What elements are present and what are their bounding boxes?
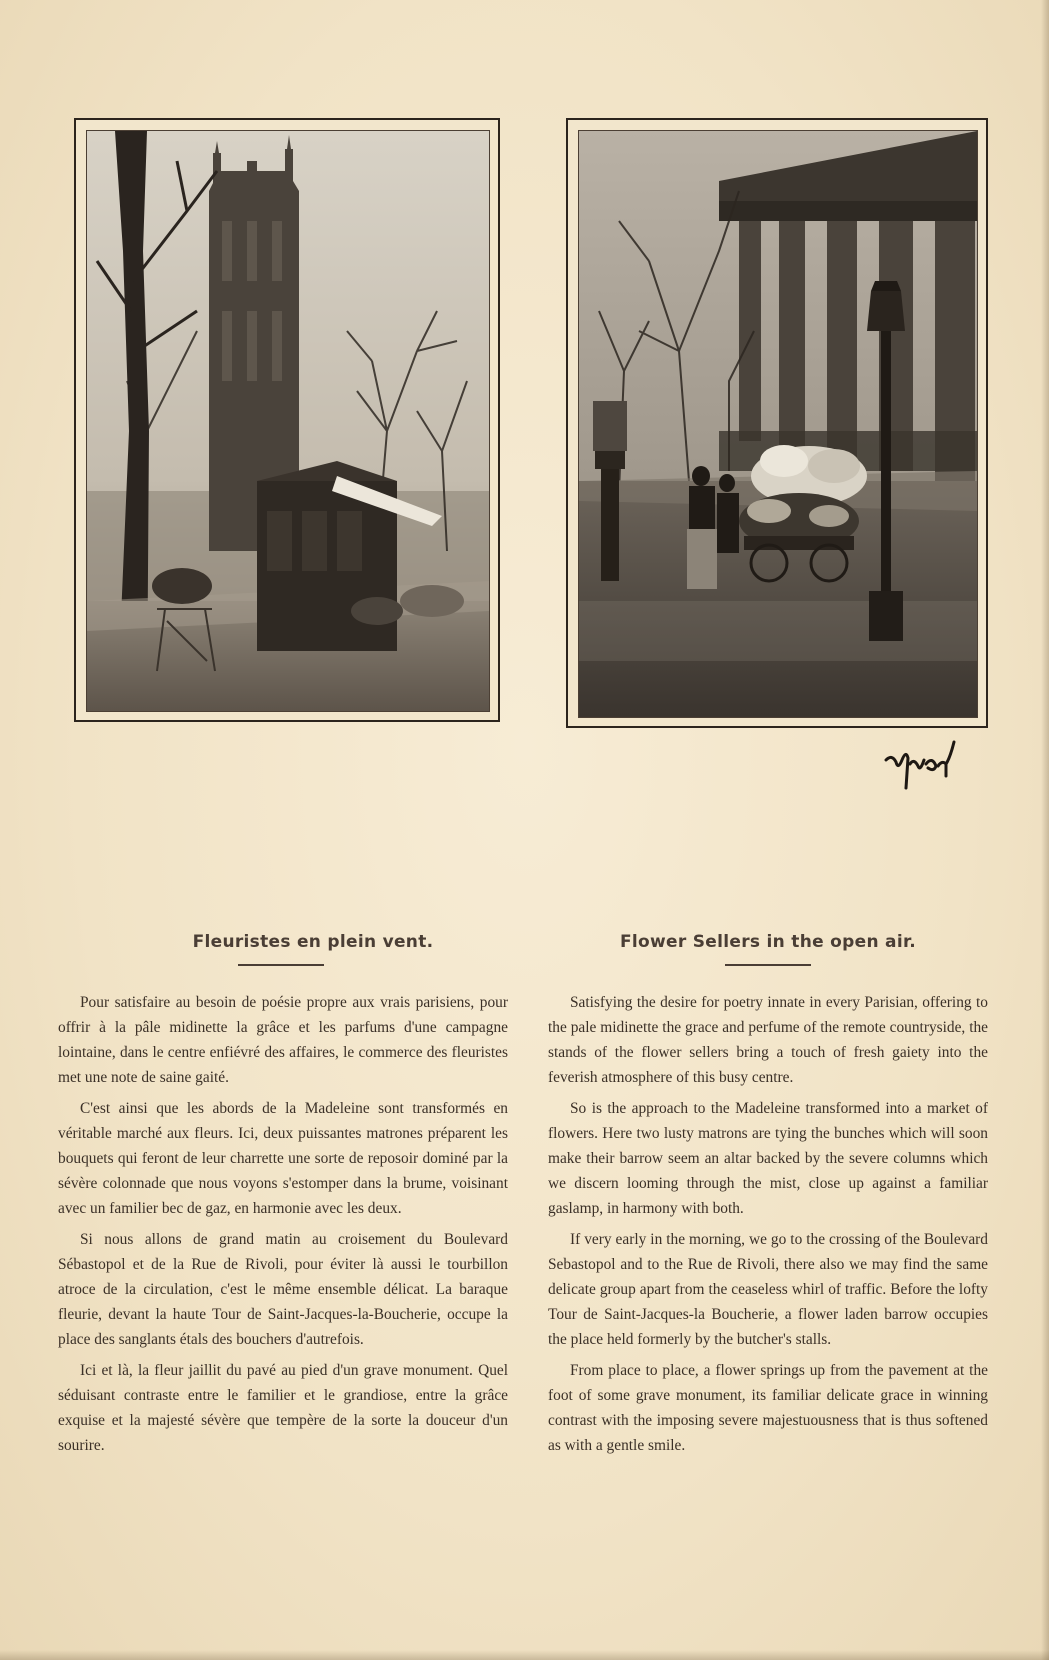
paper-edge-right xyxy=(1041,0,1049,1660)
madeleine-illustration xyxy=(579,131,977,717)
photographer-signature xyxy=(880,728,960,798)
french-body xyxy=(58,990,508,1458)
french-column xyxy=(58,930,508,1464)
french-paragraph-4: Ici et là, la fleur jaillit du pavé au pied d'un grave monument. Quel séduisant contraste entre le familier et le grandiose, entre la grâce exquise et la majesté sévère que tempère de la sorte la douceur d'un sourire. xyxy=(58,1362,508,1454)
english-paragraph-3: If very early in the morning, we go to the crossing of the Boulevard Sebastopol and to the Rue de Rivoli, there also we may find the same delicate group apart from the ceaseless whirl of traffic. Before the lofty Tour de Saint-Jacques-la Boucherie, a flower laden barrow occupies the place held formerly by the butcher's stalls. xyxy=(548,1231,988,1348)
english-column xyxy=(548,930,988,1464)
photo-madeleine-image xyxy=(578,130,978,718)
english-title: Flower Sellers in the open air. xyxy=(620,932,916,952)
french-title-rule xyxy=(238,964,324,966)
english-paragraph-2: So is the approach to the Madeleine transformed into a market of flowers. Here two lusty matrons are tying the bunches which will soon make their barrow seem an altar backed by the severe columns which we discern looming through the mist, close up against a familiar gaslamp, in harmony with both. xyxy=(548,1100,988,1217)
paper-edge-bottom xyxy=(0,1650,1049,1660)
french-title: Fleuristes en plein vent. xyxy=(192,932,434,952)
french-paragraph-2: C'est ainsi que les abords de la Madeleine sont transformés en véritable marché aux fleurs. Ici, deux puissantes matrones préparent les bouquets qui feront de leur charrette une sorte de reposoir dominé par la sévère colonnade que nous voyons s'estomper dans la brume, voisinant avec un familier bec de gaz, en harmonie avec les deux. xyxy=(58,1100,508,1217)
english-body xyxy=(548,990,988,1458)
french-paragraph-1: Pour satisfaire au besoin de poésie propre aux vrais parisiens, pour offrir à la pâle midinette la grâce et les parfums d'une campagne lointaine, dans le centre enfiévré des affaires, le commerce des fleuristes met une note de saine gaité. xyxy=(58,994,508,1086)
english-title-rule xyxy=(725,964,811,966)
tour-saint-jacques-illustration xyxy=(87,131,489,711)
photo-tour-saint-jacques-image xyxy=(86,130,490,712)
photo-tour-saint-jacques xyxy=(74,118,500,722)
english-paragraph-1: Satisfying the desire for poetry innate in every Parisian, offering to the pale midinette the grace and perfume of the remote countryside, the stands of the flower sellers bring a touch of fresh gaiety into the feverish atmosphere of this busy centre. xyxy=(548,994,988,1086)
photo-madeleine xyxy=(566,118,988,728)
french-paragraph-3: Si nous allons de grand matin au croisement du Boulevard Sébastopol et de la Rue de Rivoli, pour éviter là aussi le tourbillon atroce de la circulation, c'est le même ensemble délicat. La baraque fleurie, devant la haute Tour de Saint-Jacques-la-Boucherie, occupe la place des sanglants étals des bouchers d'autrefois. xyxy=(58,1231,508,1348)
english-paragraph-4: From place to place, a flower springs up from the pavement at the foot of some grave monument, its familiar delicate grace in winning contrast with the imposing severe majestuousness that is thus softened as with a gentle smile. xyxy=(548,1362,988,1454)
